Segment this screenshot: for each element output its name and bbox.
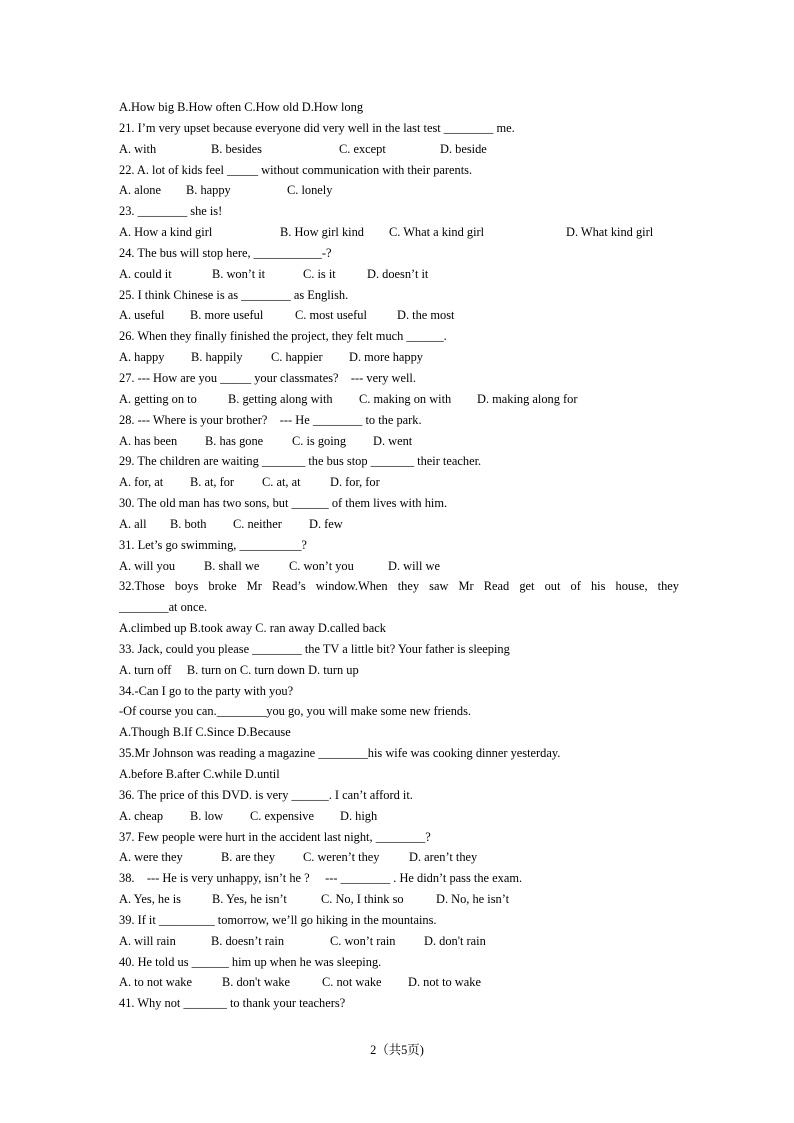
option-d: D. more happy — [349, 350, 423, 365]
q27-stem: 27. --- How are you _____ your classmates? --- very well. — [119, 370, 416, 385]
option-c: C. won’t rain — [330, 933, 396, 948]
option-a: A. How a kind girl — [119, 225, 213, 240]
q22-options — [119, 180, 679, 201]
q25-options — [119, 305, 679, 326]
q40-stem: 40. He told us ______ him up when he was sleeping. — [119, 954, 382, 969]
q26-options — [119, 347, 679, 368]
option-c: C. won’t you — [289, 558, 354, 573]
option-b: B. doesn’t rain — [211, 933, 285, 948]
q36-options — [119, 806, 679, 827]
option-c: C. happier — [271, 350, 323, 365]
q23-options — [119, 222, 679, 243]
option-d: D. What kind girl — [566, 225, 654, 240]
q34-stem: 34.-Can I go to the party with you? — [119, 683, 294, 698]
option-d: D. went — [373, 433, 413, 448]
option-c: C. No, I think so — [321, 892, 404, 907]
option-b: B. Yes, he isn’t — [212, 892, 287, 907]
q30-stem: 30. The old man has two sons, but ______ of them lives with him. — [119, 496, 448, 511]
option-c: C. What a kind girl — [389, 225, 485, 240]
option-c: C. expensive — [250, 808, 315, 823]
option-d: D. No, he isn’t — [436, 892, 510, 907]
option-c: C. making on with — [359, 391, 452, 406]
q38-stem: 38. --- He is very unhappy, isn’t he ? --- ________ . He didn’t pass the exam. — [119, 871, 523, 886]
option-c: C. except — [339, 141, 386, 156]
q25-stem: 25. I think Chinese is as ________ as English. — [119, 287, 349, 302]
option-c: C. lonely — [287, 183, 333, 198]
option-a: A. alone — [119, 183, 161, 198]
option-b: B. more useful — [190, 308, 264, 323]
q28-options — [119, 431, 679, 452]
option-a: A. will you — [119, 558, 176, 573]
option-d: D. don't rain — [424, 933, 486, 948]
option-d: D. aren’t they — [409, 850, 478, 865]
option-d: D. doesn’t it — [367, 266, 429, 281]
q21-options — [119, 139, 679, 160]
q21-stem: 21. I’m very upset because everyone did very well in the last test ________ me. — [119, 120, 515, 135]
q37-stem: 37. Few people were hurt in the accident last night, ________? — [119, 829, 431, 844]
q23-stem: 23. ________ she is! — [119, 204, 223, 219]
q24-stem: 24. The bus will stop here, ___________-? — [119, 245, 332, 260]
q29-options — [119, 472, 679, 493]
option-b: B. besides — [211, 141, 262, 156]
option-a: A. useful — [119, 308, 165, 323]
q36-stem: 36. The price of this DVD. is very ______. I can’t afford it. — [119, 787, 413, 802]
option-b: B. How girl kind — [280, 225, 364, 240]
q33-stem: 33. Jack, could you please ________ the TV a little bit? Your father is sleeping — [119, 641, 510, 656]
q37-options — [119, 847, 679, 868]
option-c: C. most useful — [295, 308, 367, 323]
option-a: A. has been — [119, 433, 178, 448]
question-list — [119, 97, 679, 1014]
option-d: D. for, for — [330, 475, 380, 490]
option-a: A. getting on to — [119, 391, 197, 406]
option-b: B. getting along with — [228, 391, 333, 406]
option-a: A. Yes, he is — [119, 892, 181, 907]
q31-stem: 31. Let’s go swimming, __________? — [119, 537, 307, 552]
option-b: B. happily — [191, 350, 243, 365]
q40-options — [119, 972, 679, 993]
q32-stem-continued: ________at once. — [119, 600, 208, 615]
q38-options — [119, 889, 679, 910]
option-b: B. are they — [221, 850, 276, 865]
q39-stem: 39. If it _________ tomorrow, we’ll go hiking in the mountains. — [119, 912, 437, 927]
option-a: A. with — [119, 141, 157, 156]
option-d: D. few — [309, 516, 343, 531]
q31-options — [119, 556, 679, 577]
option-a: A. all — [119, 516, 147, 531]
option-a: A. happy — [119, 350, 165, 365]
option-b: B. don't wake — [222, 975, 290, 990]
option-b: B. low — [190, 808, 224, 823]
option-b: B. won’t it — [212, 266, 266, 281]
option-a: A. will rain — [119, 933, 176, 948]
q27-options — [119, 389, 679, 410]
option-b: B. both — [170, 516, 207, 531]
q41-stem: 41. Why not _______ to thank your teachers? — [119, 996, 346, 1011]
option-c: C. neither — [233, 516, 282, 531]
q26-stem: 26. When they finally finished the project, they felt much ______. — [119, 329, 447, 344]
option-d: D. not to wake — [408, 975, 481, 990]
option-b: B. happy — [186, 183, 231, 198]
page-number: 2（共5页) — [370, 1043, 424, 1057]
option-b: B. at, for — [190, 475, 235, 490]
q34-stem-continued: -Of course you can.________you go, you will make some new friends. — [119, 704, 472, 719]
q22-stem: 22. A. lot of kids feel _____ without communication with their parents. — [119, 162, 473, 177]
q39-options — [119, 931, 679, 952]
q32-options: A.climbed up B.took away C. ran away D.called back — [119, 621, 387, 636]
option-a: A. for, at — [119, 475, 164, 490]
option-d: D. will we — [388, 558, 440, 573]
option-a: A. could it — [119, 266, 172, 281]
q34-options: A.Though B.If C.Since D.Because — [119, 725, 291, 740]
q24-options — [119, 264, 679, 285]
option-d: D. beside — [440, 141, 487, 156]
q20-options: A.How big B.How often C.How old D.How long — [119, 100, 364, 114]
q32-stem: 32.Those boys broke Mr Read’s window.When they saw Mr Read get out of his house, they — [119, 579, 679, 594]
q33-options: A. turn off B. turn on C. turn down D. turn up — [119, 662, 359, 677]
option-c: C. not wake — [322, 975, 382, 990]
option-b: B. shall we — [204, 558, 260, 573]
option-a: A. were they — [119, 850, 183, 865]
option-b: B. has gone — [205, 433, 264, 448]
option-d: D. the most — [397, 308, 455, 323]
option-d: D. making along for — [477, 391, 578, 406]
q35-stem: 35.Mr Johnson was reading a magazine ________his wife was cooking dinner yesterday. — [119, 746, 561, 761]
q35-options: A.before B.after C.while D.until — [119, 767, 280, 781]
q28-stem: 28. --- Where is your brother? --- He ________ to the park. — [119, 412, 422, 427]
q30-options — [119, 514, 679, 535]
option-c: C. is going — [292, 433, 347, 448]
option-c: C. weren’t they — [303, 850, 380, 865]
option-d: D. high — [340, 808, 378, 823]
option-a: A. cheap — [119, 808, 164, 823]
option-c: C. is it — [303, 266, 336, 281]
option-c: C. at, at — [262, 475, 301, 490]
q29-stem: 29. The children are waiting _______ the bus stop _______ their teacher. — [119, 454, 482, 469]
option-a: A. to not wake — [119, 975, 192, 990]
